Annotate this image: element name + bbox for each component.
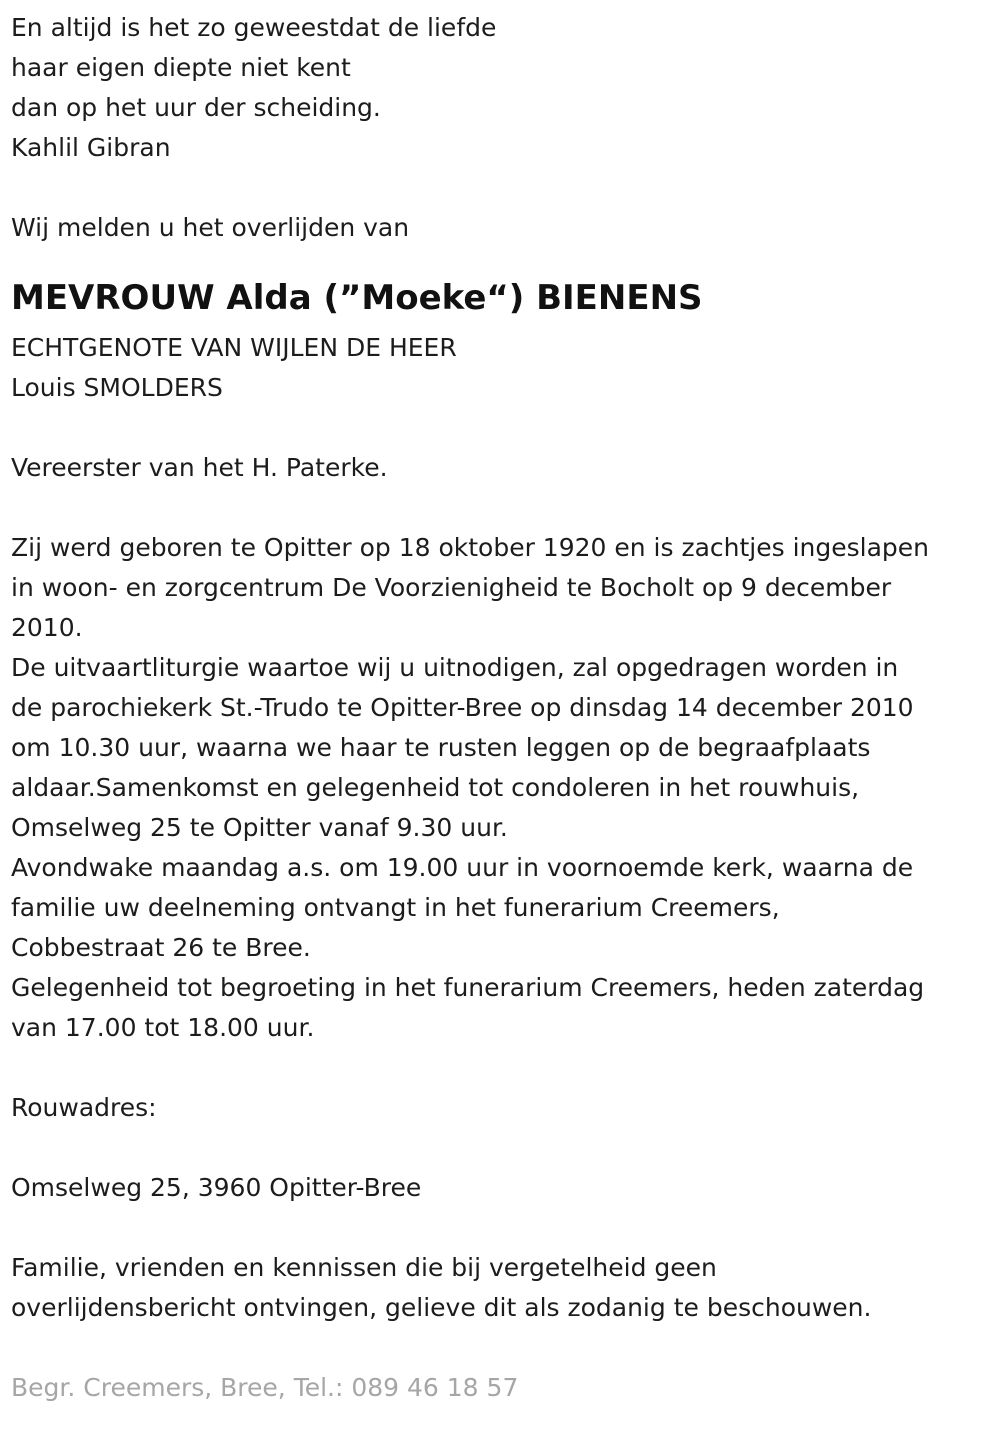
address-value: Omselweg 25, 3960 Opitter-Bree <box>11 1173 422 1202</box>
poem-line: dan op het uur der scheiding. <box>11 93 381 122</box>
deceased-name: MEVROUW Alda (”Moeke“) BIENENS <box>11 278 703 318</box>
intro-text: Wij melden u het overlijden van <box>11 213 410 242</box>
notice-line: overlijdensbericht ontvingen, gelieve dit als zodanig te beschouwen. <box>11 1293 872 1322</box>
body-line: aldaar.Samenkomst en gelegenheid tot condoleren in het rouwhuis, <box>11 773 860 802</box>
funeral-director-footer: Begr. Creemers, Bree, Tel.: 089 46 18 57 <box>11 1373 519 1402</box>
spouse-name: Louis SMOLDERS <box>11 373 223 402</box>
body-line: Cobbestraat 26 te Bree. <box>11 933 311 962</box>
body-line: Zij werd geboren te Opitter op 18 oktober 1920 en is zachtjes ingeslapen <box>11 533 930 562</box>
notice-line: Familie, vrienden en kennissen die bij vergetelheid geen <box>11 1253 717 1282</box>
spacer <box>11 1128 996 1168</box>
spacer <box>11 248 996 268</box>
poem-author: Kahlil Gibran <box>11 133 171 162</box>
body-line: De uitvaartliturgie waartoe wij u uitnodigen, zal opgedragen worden in <box>11 653 899 682</box>
body-line: familie uw deelneming ontvangt in het funerarium Creemers, <box>11 893 780 922</box>
body-line: de parochiekerk St.-Trudo te Opitter-Bree op dinsdag 14 december 2010 <box>11 693 914 722</box>
spacer <box>11 1048 996 1088</box>
honor-text: Vereerster van het H. Paterke. <box>11 453 388 482</box>
poem-line: En altijd is het zo geweestdat de liefde <box>11 13 497 42</box>
spacer <box>11 488 996 528</box>
spacer <box>11 1328 996 1368</box>
address-label: Rouwadres: <box>11 1093 157 1122</box>
body-line: Gelegenheid tot begroeting in het funerarium Creemers, heden zaterdag <box>11 973 925 1002</box>
body-line: van 17.00 tot 18.00 uur. <box>11 1013 315 1042</box>
spacer <box>11 408 996 448</box>
obituary-notice <box>11 8 996 1408</box>
relation-line: ECHTGENOTE VAN WIJLEN DE HEER <box>11 333 457 362</box>
poem-line: haar eigen diepte niet kent <box>11 53 351 82</box>
body-line: Avondwake maandag a.s. om 19.00 uur in voornoemde kerk, waarna de <box>11 853 914 882</box>
body-line: om 10.30 uur, waarna we haar te rusten leggen op de begraafplaats <box>11 733 871 762</box>
body-text <box>11 528 996 1048</box>
body-line: Omselweg 25 te Opitter vanaf 9.30 uur. <box>11 813 508 842</box>
spacer <box>11 168 996 208</box>
body-line: in woon- en zorgcentrum De Voorzienigheid te Bocholt op 9 december <box>11 573 892 602</box>
body-line: 2010. <box>11 613 83 642</box>
notice-text <box>11 1248 996 1328</box>
spacer <box>11 1208 996 1248</box>
poem <box>11 8 996 168</box>
